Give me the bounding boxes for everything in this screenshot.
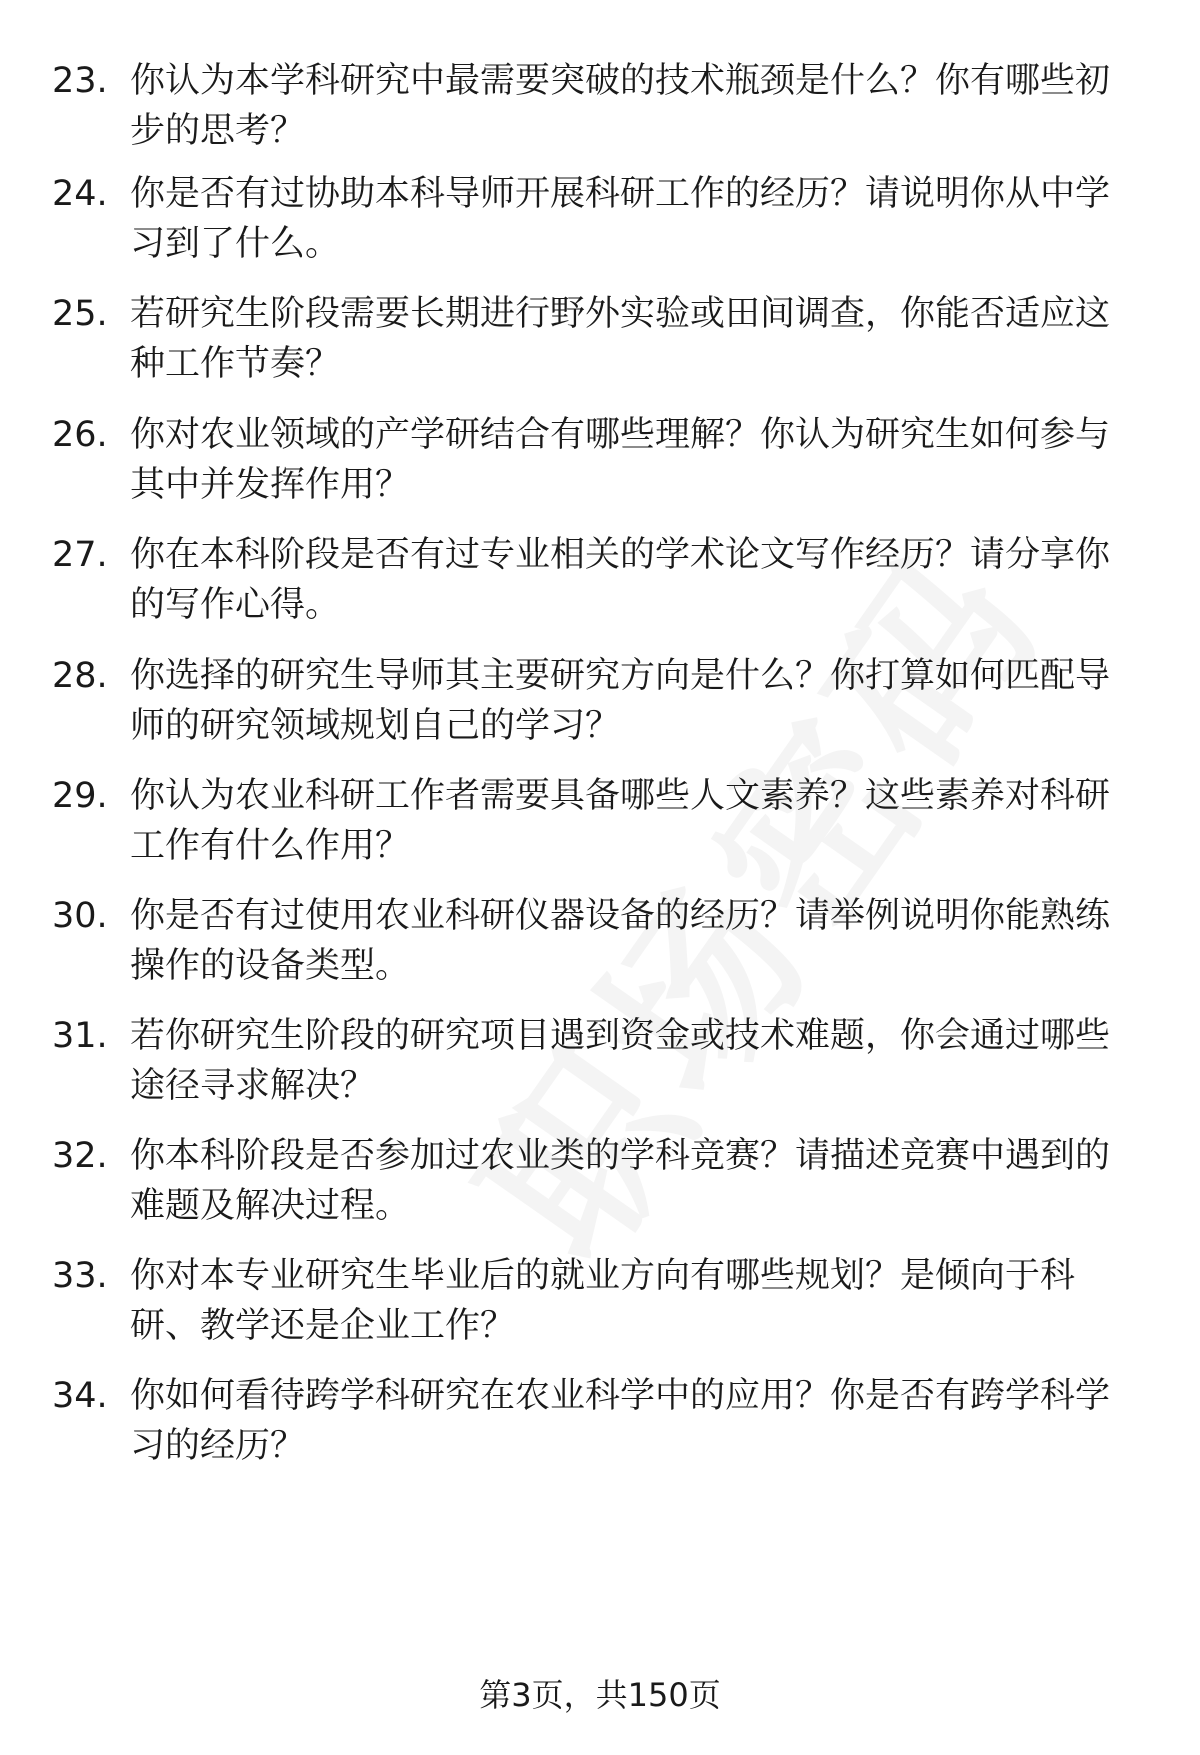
- question-text: 你对农业领域的产学研结合有哪些理解？你认为研究生如何参与其中并发挥作用？: [130, 415, 1111, 505]
- question-item-27: [52, 530, 1152, 630]
- question-text: 你是否有过协助本科导师开展科研工作的经历？请说明你从中学习到了什么。: [130, 174, 1111, 264]
- question-number: 33.: [52, 1256, 108, 1296]
- question-item-24: [52, 169, 1152, 269]
- question-number: 32.: [52, 1136, 108, 1176]
- question-text: 你是否有过使用农业科研仪器设备的经历？请举例说明你能熟练操作的设备类型。: [130, 896, 1111, 986]
- question-item-33: [52, 1251, 1152, 1351]
- question-text: 若研究生阶段需要长期进行野外实验或田间调查，你能否适应这种工作节奏？: [130, 294, 1111, 384]
- question-text: 你认为农业科研工作者需要具备哪些人文素养？这些素养对科研工作有什么作用？: [130, 776, 1111, 866]
- page-indicator: 第3页，共150页: [479, 1676, 721, 1714]
- question-item-34: [52, 1371, 1152, 1471]
- question-item-30: [52, 891, 1152, 991]
- question-number: 30.: [52, 896, 108, 936]
- question-number: 23.: [52, 61, 108, 101]
- question-number: 24.: [52, 174, 108, 214]
- question-item-23: [52, 56, 1152, 156]
- question-item-32: [52, 1131, 1152, 1231]
- question-text: 你本科阶段是否参加过农业类的学科竞赛？请描述竞赛中遇到的难题及解决过程。: [130, 1136, 1111, 1226]
- question-item-26: [52, 410, 1152, 510]
- question-number: 26.: [52, 415, 108, 455]
- question-number: 25.: [52, 294, 108, 334]
- question-text: 若你研究生阶段的研究项目遇到资金或技术难题，你会通过哪些途径寻求解决？: [130, 1016, 1111, 1106]
- question-text: 你对本专业研究生毕业后的就业方向有哪些规划？是倾向于科研、教学还是企业工作？: [130, 1256, 1076, 1346]
- question-number: 29.: [52, 776, 108, 816]
- question-text: 你如何看待跨学科研究在农业科学中的应用？你是否有跨学科学习的经历？: [130, 1376, 1111, 1466]
- question-number: 31.: [52, 1016, 108, 1056]
- question-item-31: [52, 1011, 1152, 1111]
- question-item-28: [52, 651, 1152, 751]
- question-number: 28.: [52, 656, 108, 696]
- question-number: 34.: [52, 1376, 108, 1416]
- question-text: 你在本科阶段是否有过专业相关的学术论文写作经历？请分享你的写作心得。: [130, 535, 1111, 625]
- question-item-25: [52, 289, 1152, 389]
- question-text: 你选择的研究生导师其主要研究方向是什么？你打算如何匹配导师的研究领域规划自己的学习？: [130, 656, 1111, 746]
- question-number: 27.: [52, 535, 108, 575]
- question-text: 你认为本学科研究中最需要突破的技术瓶颈是什么？你有哪些初步的思考？: [130, 61, 1111, 151]
- question-item-29: [52, 771, 1152, 871]
